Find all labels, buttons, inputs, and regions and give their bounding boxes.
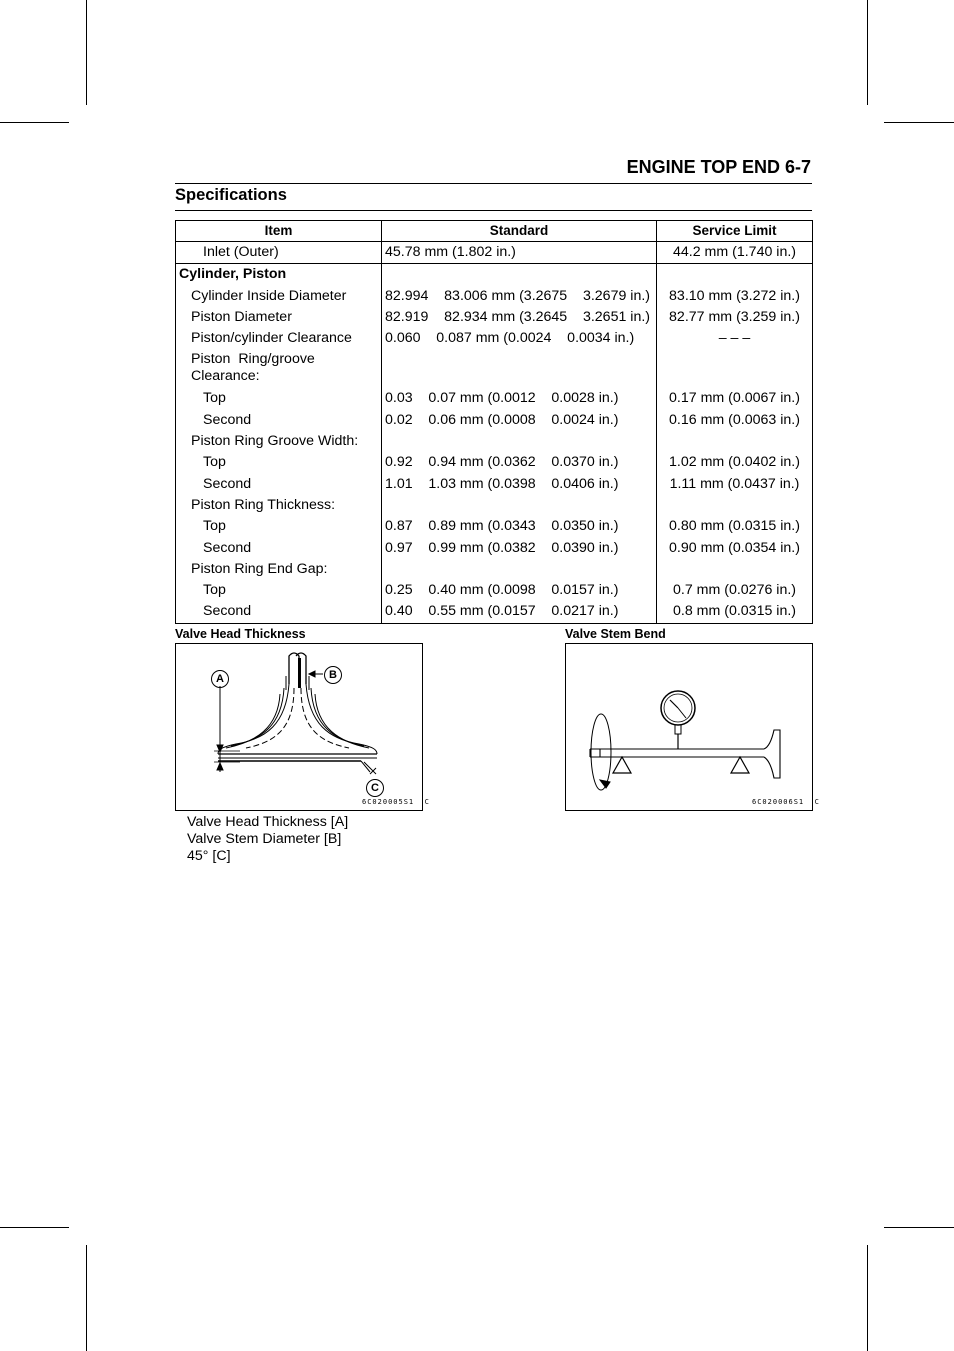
cell-item: Piston Ring End Gap: <box>176 559 382 580</box>
cell-standard <box>382 264 657 286</box>
cell-standard: 1.01 1.03 mm (0.0398 0.0406 in.) <box>382 474 657 495</box>
cell-standard <box>382 431 657 452</box>
crop-mark <box>86 1245 87 1351</box>
cell-item: Second <box>176 410 382 431</box>
cell-limit: 0.80 mm (0.0315 in.) <box>657 516 813 537</box>
cell-limit: 0.8 mm (0.0315 in.) <box>657 601 813 623</box>
table-row <box>176 474 813 495</box>
specifications-table <box>175 220 813 624</box>
cell-limit: 83.10 mm (3.272 in.) <box>657 286 813 307</box>
cell-limit: 1.02 mm (0.0402 in.) <box>657 452 813 473</box>
crop-mark <box>0 122 69 123</box>
cell-standard: 0.060 0.087 mm (0.0024 0.0034 in.) <box>382 328 657 349</box>
dimension-a <box>214 686 240 772</box>
figure-legend <box>187 814 348 865</box>
figure-valve-stem-bend <box>565 643 820 811</box>
section-rule <box>175 210 812 211</box>
table-row <box>176 328 813 349</box>
column-header-service-limit: Service Limit <box>657 221 813 242</box>
cell-item: Second <box>176 538 382 559</box>
cell-limit: 82.77 mm (3.259 in.) <box>657 307 813 328</box>
cell-standard <box>382 349 657 388</box>
valve-head-drawing <box>176 644 422 810</box>
cell-standard: 82.994 83.006 mm (3.2675 3.2679 in.) <box>382 286 657 307</box>
cell-item: Piston Ring Thickness: <box>176 495 382 516</box>
valve-stem-bend-drawing <box>566 644 812 810</box>
crop-mark <box>884 122 954 123</box>
callout-a-text: A <box>216 673 224 685</box>
figure-valve-head-thickness <box>175 643 430 811</box>
table-row <box>176 264 813 286</box>
valve-head <box>218 684 377 772</box>
cell-standard: 0.03 0.07 mm (0.0012 0.0028 in.) <box>382 388 657 409</box>
cell-item: Piston Ring Groove Width: <box>176 431 382 452</box>
callout-c-arrow <box>364 762 376 774</box>
table-row <box>176 580 813 601</box>
callout-b-text: B <box>329 669 337 681</box>
column-header-item: Item <box>176 221 382 242</box>
cell-limit <box>657 431 813 452</box>
cell-item: Second <box>176 474 382 495</box>
cell-item: Piston/cylinder Clearance <box>176 328 382 349</box>
crop-mark <box>867 0 868 105</box>
cell-standard <box>382 559 657 580</box>
cell-limit: 0.17 mm (0.0067 in.) <box>657 388 813 409</box>
cell-limit <box>657 264 813 286</box>
table-row <box>176 431 813 452</box>
cell-item: Top <box>176 388 382 409</box>
cell-item: Cylinder, Piston <box>176 264 382 286</box>
cell-limit: – – – <box>657 328 813 349</box>
cell-limit <box>657 349 813 388</box>
legend-line-c: 45° [C] <box>187 848 231 864</box>
cell-standard: 0.40 0.55 mm (0.0157 0.0217 in.) <box>382 601 657 623</box>
column-header-standard: Standard <box>382 221 657 242</box>
table-row <box>176 601 813 623</box>
table-row <box>176 452 813 473</box>
cell-item: Cylinder Inside Diameter <box>176 286 382 307</box>
table-row <box>176 307 813 328</box>
crop-mark <box>0 1227 69 1228</box>
table-row <box>176 559 813 580</box>
crop-mark <box>867 1245 868 1351</box>
cell-limit: 0.7 mm (0.0276 in.) <box>657 580 813 601</box>
legend-line-a: Valve Head Thickness [A] <box>187 814 349 830</box>
cell-item: Top <box>176 452 382 473</box>
table-row <box>176 388 813 409</box>
cell-limit: 0.16 mm (0.0063 in.) <box>657 410 813 431</box>
cell-standard: 0.87 0.89 mm (0.0343 0.0350 in.) <box>382 516 657 537</box>
table-header-row <box>176 221 813 242</box>
cell-standard: 45.78 mm (1.802 in.) <box>382 242 657 264</box>
crop-mark <box>884 1227 954 1228</box>
cell-standard: 0.92 0.94 mm (0.0362 0.0370 in.) <box>382 452 657 473</box>
legend-line-b: Valve Stem Diameter [B] <box>187 831 342 847</box>
section-title: Specifications <box>175 186 287 204</box>
table-row <box>176 286 813 307</box>
cell-limit <box>657 559 813 580</box>
callout-a-label <box>211 670 229 688</box>
figure-title-valve-head-thickness: Valve Head Thickness <box>175 627 306 641</box>
cell-limit <box>657 495 813 516</box>
rotation-arrow <box>591 714 611 790</box>
callout-b-label <box>324 666 342 684</box>
figure-code: 6C020006S1 C <box>752 798 820 806</box>
cell-item: Piston Diameter <box>176 307 382 328</box>
cell-standard: 0.02 0.06 mm (0.0008 0.0024 in.) <box>382 410 657 431</box>
table-row <box>176 538 813 559</box>
table-row <box>176 410 813 431</box>
cell-item: Second <box>176 601 382 623</box>
page-header-title: ENGINE TOP END 6-7 <box>626 157 811 177</box>
cell-item: Piston Ring/groove Clearance: <box>176 349 382 388</box>
table-row <box>176 495 813 516</box>
cell-item: Top <box>176 580 382 601</box>
cell-limit: 44.2 mm (1.740 in.) <box>657 242 813 264</box>
callout-c-label <box>366 779 384 797</box>
cell-limit: 1.11 mm (0.0437 in.) <box>657 474 813 495</box>
figure-title-valve-stem-bend: Valve Stem Bend <box>565 627 666 641</box>
table-row <box>176 242 813 264</box>
v-block-supports <box>613 757 749 773</box>
table-row <box>176 516 813 537</box>
cell-limit: 0.90 mm (0.0354 in.) <box>657 538 813 559</box>
cell-standard: 0.25 0.40 mm (0.0098 0.0157 in.) <box>382 580 657 601</box>
crop-mark <box>86 0 87 105</box>
cell-item: Inlet (Outer) <box>176 242 382 264</box>
figure-code: 6C020005S1 C <box>362 798 430 806</box>
dial-gauge-icon <box>661 691 695 749</box>
cell-standard: 82.919 82.934 mm (3.2645 3.2651 in.) <box>382 307 657 328</box>
cell-item: Top <box>176 516 382 537</box>
valve-stem <box>590 730 780 778</box>
cell-standard: 0.97 0.99 mm (0.0382 0.0390 in.) <box>382 538 657 559</box>
table-row <box>176 349 813 388</box>
cell-standard <box>382 495 657 516</box>
callout-b-leader <box>309 671 323 677</box>
header-rule <box>175 183 812 184</box>
callout-c-text: C <box>371 782 379 794</box>
